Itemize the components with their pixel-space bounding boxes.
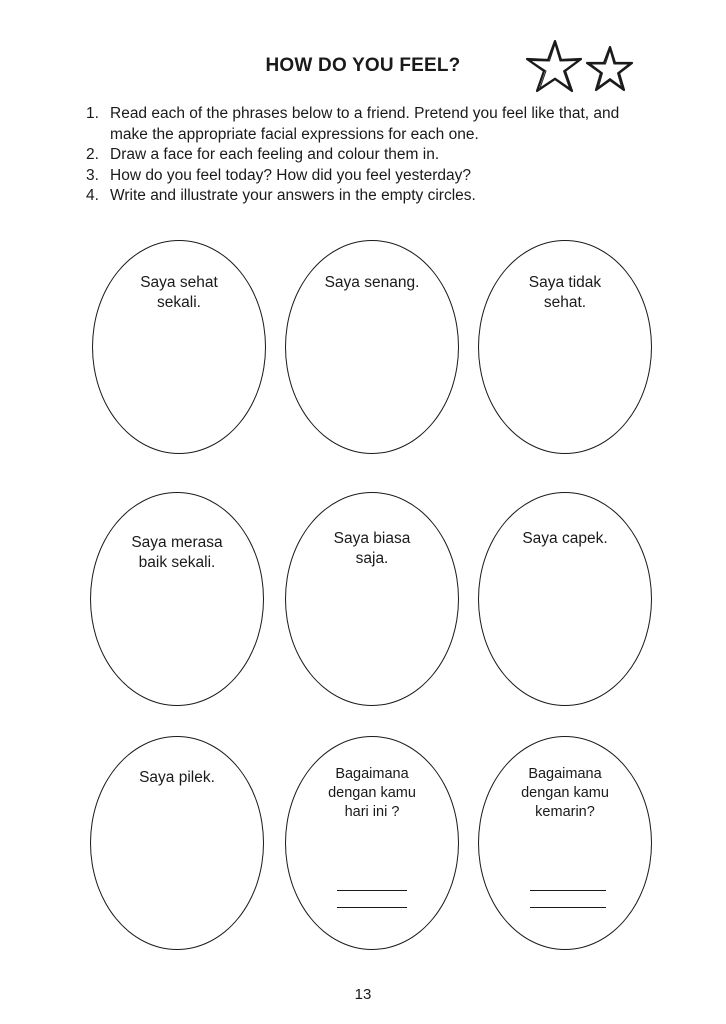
instruction-text: How do you feel today? How did you feel yesterday? xyxy=(110,166,472,184)
oval-phrase: Saya sehat sekali. xyxy=(140,274,218,311)
page-title: HOW DO YOU FEEL? xyxy=(265,55,461,76)
oval-question: Bagaimana dengan kamu hari ini ? xyxy=(328,766,416,820)
feeling-oval-tidak-sehat[interactable] xyxy=(478,240,652,454)
instruction-text: Write and illustrate your answers in the empty circles. xyxy=(110,187,476,204)
instruction-item xyxy=(86,145,646,166)
feeling-oval-senang[interactable] xyxy=(285,240,459,454)
answer-line[interactable] xyxy=(530,890,606,891)
instruction-number: 3. xyxy=(86,166,99,184)
instruction-item xyxy=(86,166,646,187)
oval-question: Bagaimana dengan kamu kemarin? xyxy=(521,766,609,820)
feeling-oval-capek[interactable] xyxy=(478,492,652,706)
feeling-oval-pilek[interactable] xyxy=(90,736,264,950)
instruction-number: 1. xyxy=(86,105,99,122)
answer-oval-yesterday[interactable] xyxy=(478,736,652,950)
instructions-list xyxy=(86,104,646,207)
feeling-oval-biasa-saja[interactable] xyxy=(285,492,459,706)
answer-line[interactable] xyxy=(337,907,407,908)
oval-phrase: Saya biasa saja. xyxy=(333,530,411,567)
page-number: 13 xyxy=(354,986,372,1003)
oval-phrase: Saya pilek. xyxy=(139,769,215,786)
oval-phrase: Saya tidak sehat. xyxy=(528,274,602,311)
answer-line[interactable] xyxy=(530,907,606,908)
instruction-item xyxy=(86,104,646,145)
instruction-text: Read each of the phrases below to a friend. Pretend you feel like that, and make the appropriate facial expressions for each one. xyxy=(110,105,620,143)
feeling-oval-sehat-sekali[interactable] xyxy=(92,240,266,454)
oval-phrase: Saya capek. xyxy=(522,530,608,547)
feeling-oval-baik-sekali[interactable] xyxy=(90,492,264,706)
oval-phrase: Saya senang. xyxy=(324,274,420,291)
instruction-number: 4. xyxy=(86,187,99,204)
answer-oval-today[interactable] xyxy=(285,736,459,950)
two-stars-icon xyxy=(524,38,636,96)
instruction-item xyxy=(86,186,646,207)
oval-phrase: Saya merasa baik sekali. xyxy=(131,534,223,571)
instruction-text: Draw a face for each feeling and colour them in. xyxy=(110,146,440,163)
answer-line[interactable] xyxy=(337,890,407,891)
star-icon xyxy=(587,47,632,90)
instruction-number: 2. xyxy=(86,146,99,163)
